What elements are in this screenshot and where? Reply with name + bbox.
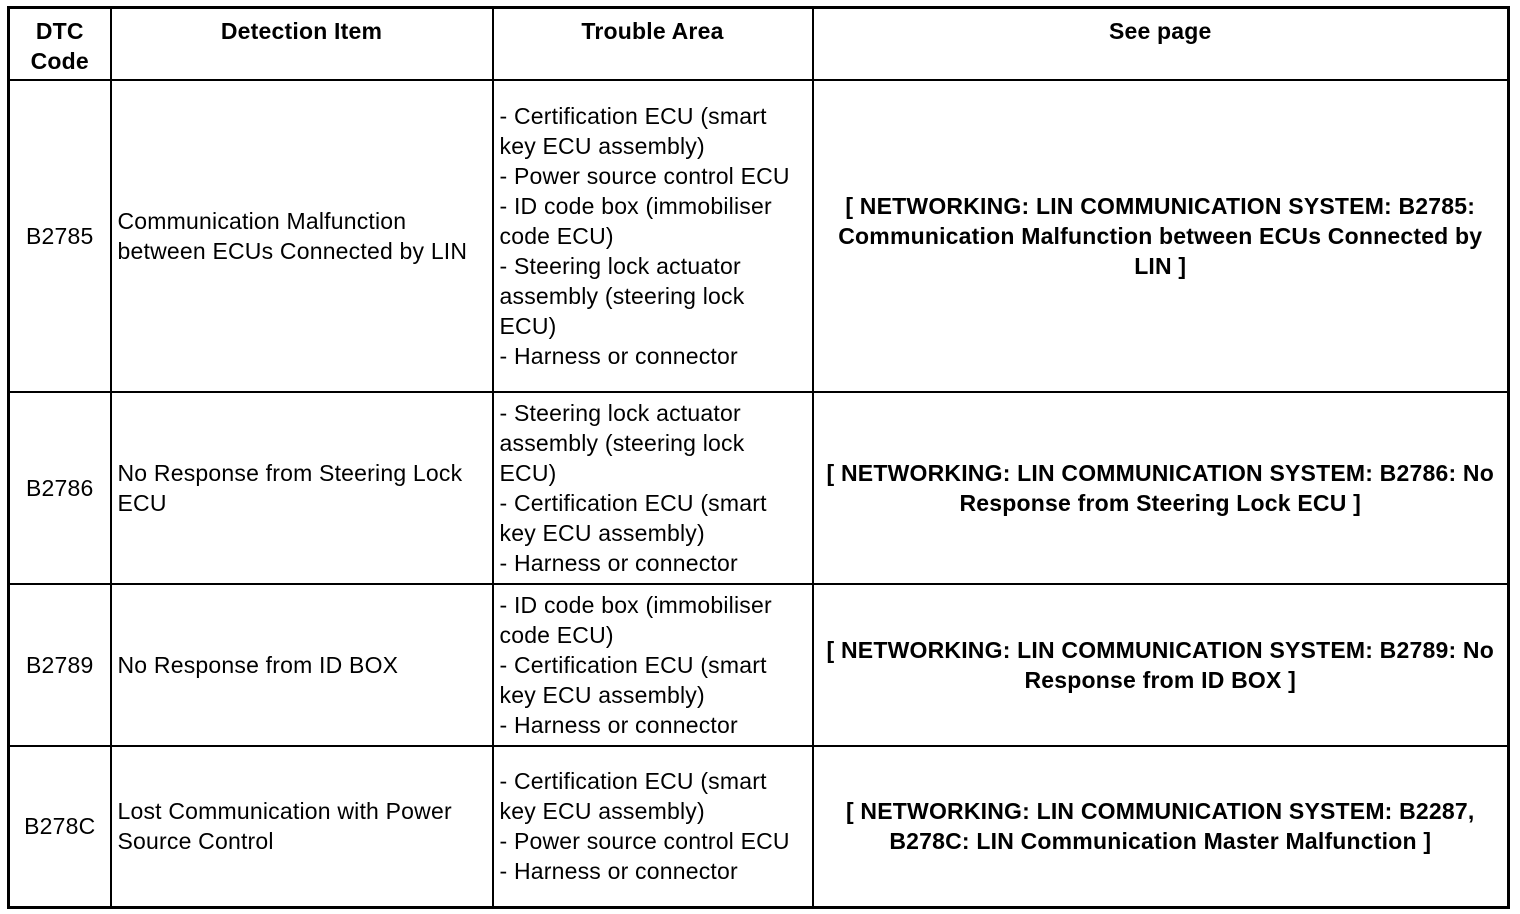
trouble-area-line: - Certification ECU (smart key ECU assembly) [499,651,767,708]
see-page-link[interactable]: [ NETWORKING: LIN COMMUNICATION SYSTEM: B2789: No Response from ID BOX ] [813,584,1509,746]
detection-item-cell: Communication Malfunction between ECUs Connected by LIN [111,80,493,392]
trouble-area-line: - Power source control ECU [499,828,790,855]
table-row [9,80,1509,392]
trouble-area-line: - ID code box (immobiliser code ECU) [499,192,772,249]
see-page-link[interactable]: [ NETWORKING: LIN COMMUNICATION SYSTEM: B2786: No Response from Steering Lock ECU ] [813,392,1509,584]
trouble-area-cell [493,392,813,584]
table-row [9,392,1509,584]
see-page-link[interactable]: [ NETWORKING: LIN COMMUNICATION SYSTEM: B2785: Communication Malfunction between ECUs Connected by LIN ] [813,80,1509,392]
trouble-area-line: - Steering lock actuator assembly (steering lock ECU) [499,399,745,486]
detection-item-cell: No Response from Steering Lock ECU [111,392,493,584]
header-see-page: See page [813,8,1509,80]
dtc-code-cell: B2786 [9,392,111,584]
trouble-area-cell [493,746,813,908]
table-header-row [9,8,1509,80]
trouble-area-cell [493,80,813,392]
header-dtc-code: DTC Code [9,8,111,80]
trouble-area-line: - ID code box (immobiliser code ECU) [499,591,772,648]
trouble-area-line: - Harness or connector [499,858,738,885]
header-trouble-area: Trouble Area [493,8,813,80]
detection-item-cell: Lost Communication with Power Source Control [111,746,493,908]
trouble-area-line: - Power source control ECU [499,162,790,189]
trouble-area-cell [493,584,813,746]
dtc-code-cell: B278C [9,746,111,908]
trouble-area-line: - Steering lock actuator assembly (steering lock ECU) [499,252,745,339]
trouble-area-line: - Harness or connector [499,549,738,576]
dtc-code-cell: B2785 [9,80,111,392]
table-row [9,584,1509,746]
dtc-code-cell: B2789 [9,584,111,746]
header-detection-item: Detection Item [111,8,493,80]
trouble-area-line: - Harness or connector [499,711,738,738]
dtc-table [7,6,1510,909]
detection-item-cell: No Response from ID BOX [111,584,493,746]
trouble-area-line: - Certification ECU (smart key ECU assembly) [499,102,767,159]
trouble-area-line: - Certification ECU (smart key ECU assembly) [499,489,767,546]
trouble-area-line: - Certification ECU (smart key ECU assembly) [499,768,767,825]
table-row [9,746,1509,908]
trouble-area-line: - Harness or connector [499,342,738,369]
see-page-link[interactable]: [ NETWORKING: LIN COMMUNICATION SYSTEM: B2287, B278C: LIN Communication Master Malfunction ] [813,746,1509,908]
